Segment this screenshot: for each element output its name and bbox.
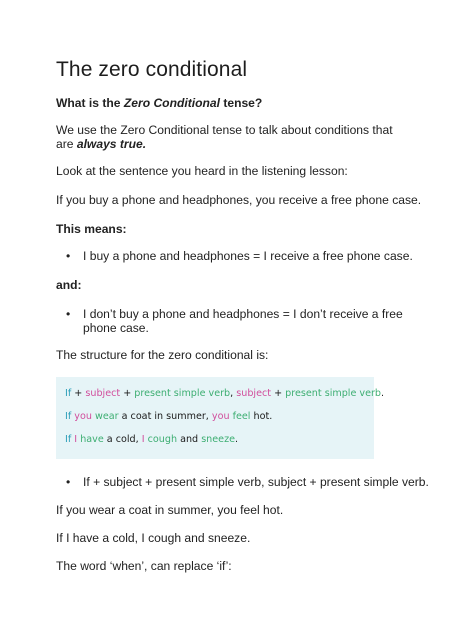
comma: , xyxy=(230,388,237,399)
plain-text: hot. xyxy=(250,411,273,422)
subject-word: you xyxy=(211,411,230,422)
plus: + xyxy=(71,388,86,399)
bullet-dot: • xyxy=(66,307,71,321)
question-prefix: What is the xyxy=(56,96,124,110)
verb-word: have xyxy=(80,434,104,445)
period: . xyxy=(235,434,239,445)
structure-intro: The structure for the zero conditional is: xyxy=(56,348,269,362)
verb-phrase: present simple verb xyxy=(285,388,382,399)
verb-phrase: present simple verb xyxy=(134,388,231,399)
subject-word: subject xyxy=(85,388,121,399)
verb-word: wear xyxy=(94,411,119,422)
example-sentence: If you buy a phone and headphones, you receive a free phone case. xyxy=(56,193,422,207)
question-heading xyxy=(56,96,262,111)
plain-text: a cold, xyxy=(103,434,142,445)
listening-line: Look at the sentence you heard in the listening lesson: xyxy=(56,164,348,178)
structure-example-2 xyxy=(65,434,238,445)
bullet-3-text: If + subject + present simple verb, subject + present simple verb. xyxy=(83,475,429,489)
if-word: If xyxy=(65,434,72,445)
plus: + xyxy=(120,388,135,399)
if-word: If xyxy=(65,388,72,399)
intro-line-2 xyxy=(56,137,146,152)
when-line: The word ‘when’, can replace ‘if’: xyxy=(56,559,232,573)
plain-text: and xyxy=(177,434,202,445)
question-suffix: tense? xyxy=(219,96,263,110)
example-2: If I have a cold, I cough and sneeze. xyxy=(56,531,251,545)
page-title: The zero conditional xyxy=(56,58,248,81)
subject-word: I xyxy=(74,434,78,445)
plain-text: a coat in summer, xyxy=(118,411,212,422)
plus: + xyxy=(271,388,286,399)
this-means-label: This means: xyxy=(56,222,127,236)
structure-example-1 xyxy=(65,411,272,422)
bullet-dot: • xyxy=(66,249,71,263)
subject-word: you xyxy=(74,411,92,422)
intro-emphasis: always true. xyxy=(76,137,147,151)
and-label: and: xyxy=(56,278,82,292)
verb-word: sneeze xyxy=(201,434,236,445)
intro-line-2-prefix: are xyxy=(56,137,77,151)
intro-line-1: We use the Zero Conditional tense to talk about conditions that xyxy=(56,123,393,137)
if-word: If xyxy=(65,411,72,422)
verb-word: cough xyxy=(147,434,178,445)
bullet-dot: • xyxy=(66,475,71,489)
structure-formula xyxy=(65,388,384,399)
verb-word: feel xyxy=(232,411,251,422)
period: . xyxy=(381,388,385,399)
structure-box xyxy=(56,377,385,459)
subject-word: I xyxy=(141,434,145,445)
subject-word: subject xyxy=(236,388,272,399)
question-emphasis: Zero Conditional xyxy=(123,96,220,110)
bullet-1-text: I buy a phone and headphones = I receive a free phone case. xyxy=(83,249,413,263)
example-1: If you wear a coat in summer, you feel hot. xyxy=(56,503,284,517)
bullet-2-text-line-2: phone case. xyxy=(83,321,149,335)
bullet-2-text-line-1: I don’t buy a phone and headphones = I don’t receive a free xyxy=(83,307,403,321)
